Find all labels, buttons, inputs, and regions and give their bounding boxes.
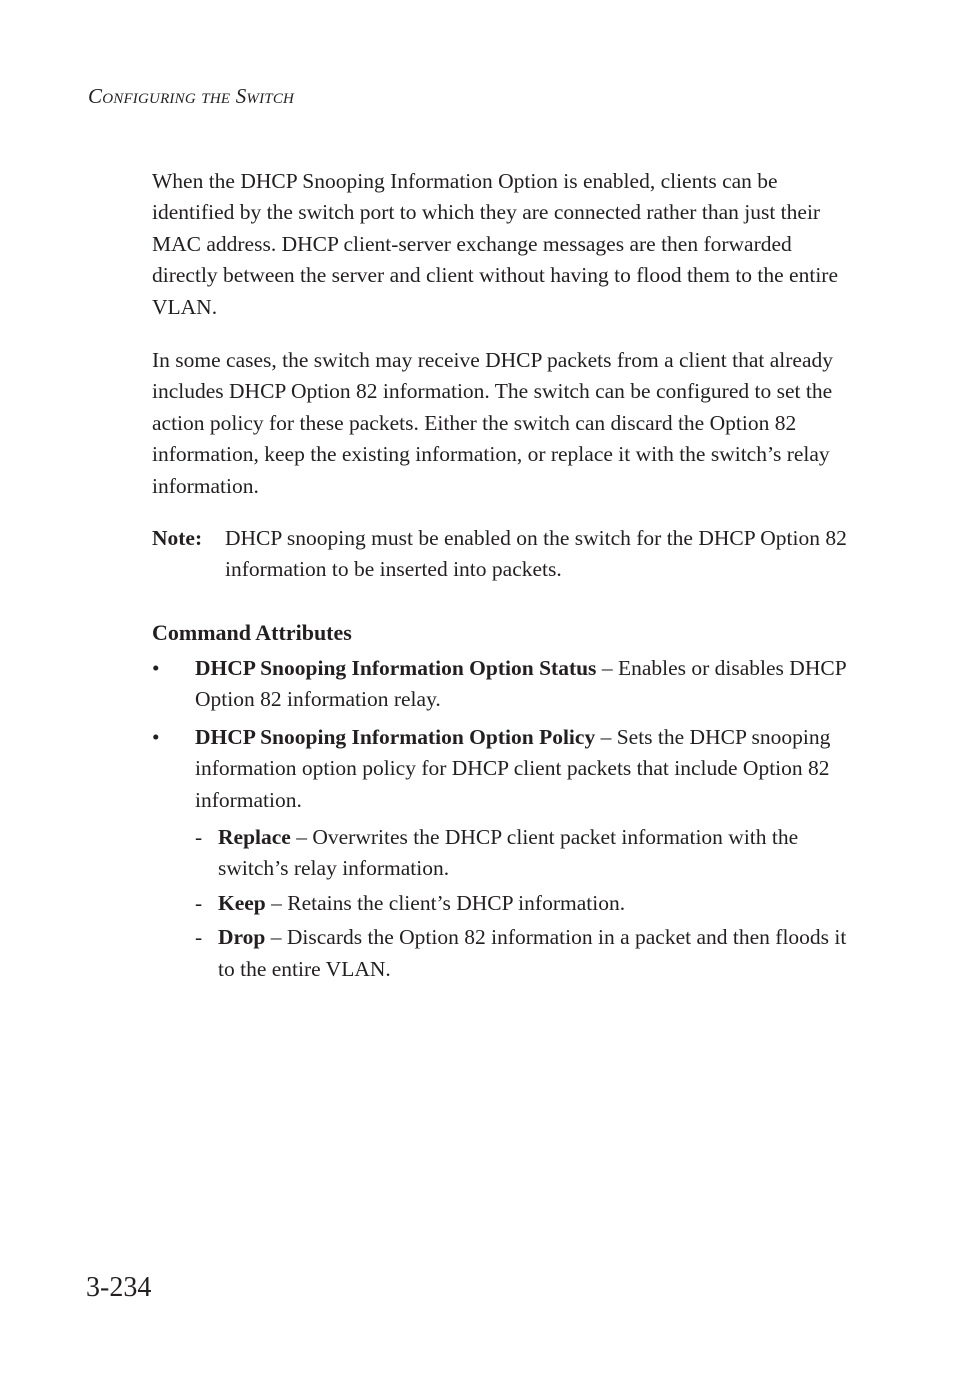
attribute-item-policy xyxy=(152,722,852,985)
policy-option-list xyxy=(195,822,852,985)
page-body xyxy=(152,166,852,985)
option-description: – Overwrites the DHCP client packet information with the switch’s relay information. xyxy=(218,824,799,881)
option-description: – Discards the Option 82 information in a packet and then floods it to the entire VLAN. xyxy=(218,925,847,981)
attribute-item-status xyxy=(152,653,852,716)
policy-option-replace xyxy=(195,822,852,885)
attribute-list xyxy=(152,653,852,985)
bullet-icon: • xyxy=(152,655,160,680)
option-term: Drop xyxy=(218,925,266,950)
paragraph-action-policy: In some cases, the switch may receive DHCP packets from a client that already includes DHCP Option 82 information. The switch can be configured to set the action policy for these packets. Either the switch can discard the Option 82 information, keep the existing information, or replace it with the switch’s relay information. xyxy=(152,348,833,498)
attribute-term: DHCP Snooping Information Option Status xyxy=(195,655,597,680)
paragraph-option-overview: When the DHCP Snooping Information Option is enabled, clients can be identified by the switch port to which they are connected rather than just their MAC address. DHCP client-server exchange messages are then forwarded directly between the server and client without having to flood them to the entire VLAN. xyxy=(152,169,838,319)
option-description: – Retains the client’s DHCP information. xyxy=(265,890,626,915)
section-heading: Command Attributes xyxy=(152,619,352,645)
dash-icon: - xyxy=(195,890,203,915)
option-term: Keep xyxy=(218,890,266,915)
dash-icon: - xyxy=(195,925,203,950)
note-label: Note: xyxy=(152,526,203,551)
running-header: Configuring the Switch xyxy=(88,84,295,108)
option-term: Replace xyxy=(218,824,291,849)
note-text: DHCP snooping must be enabled on the switch for the DHCP Option 82 information to be inserted into packets. xyxy=(225,526,847,582)
attribute-description: – Enables or disables DHCP Option 82 information relay. xyxy=(195,655,846,712)
attribute-description: – Sets the DHCP snooping information option policy for DHCP client packets that include Option 82 information. xyxy=(195,724,831,812)
dash-icon: - xyxy=(195,824,203,849)
policy-option-drop xyxy=(195,922,852,985)
attribute-term: DHCP Snooping Information Option Policy xyxy=(195,724,596,749)
policy-option-keep xyxy=(195,888,852,919)
page-number: 3-234 xyxy=(86,1272,152,1303)
bullet-icon: • xyxy=(152,724,160,749)
note-block xyxy=(152,523,852,586)
